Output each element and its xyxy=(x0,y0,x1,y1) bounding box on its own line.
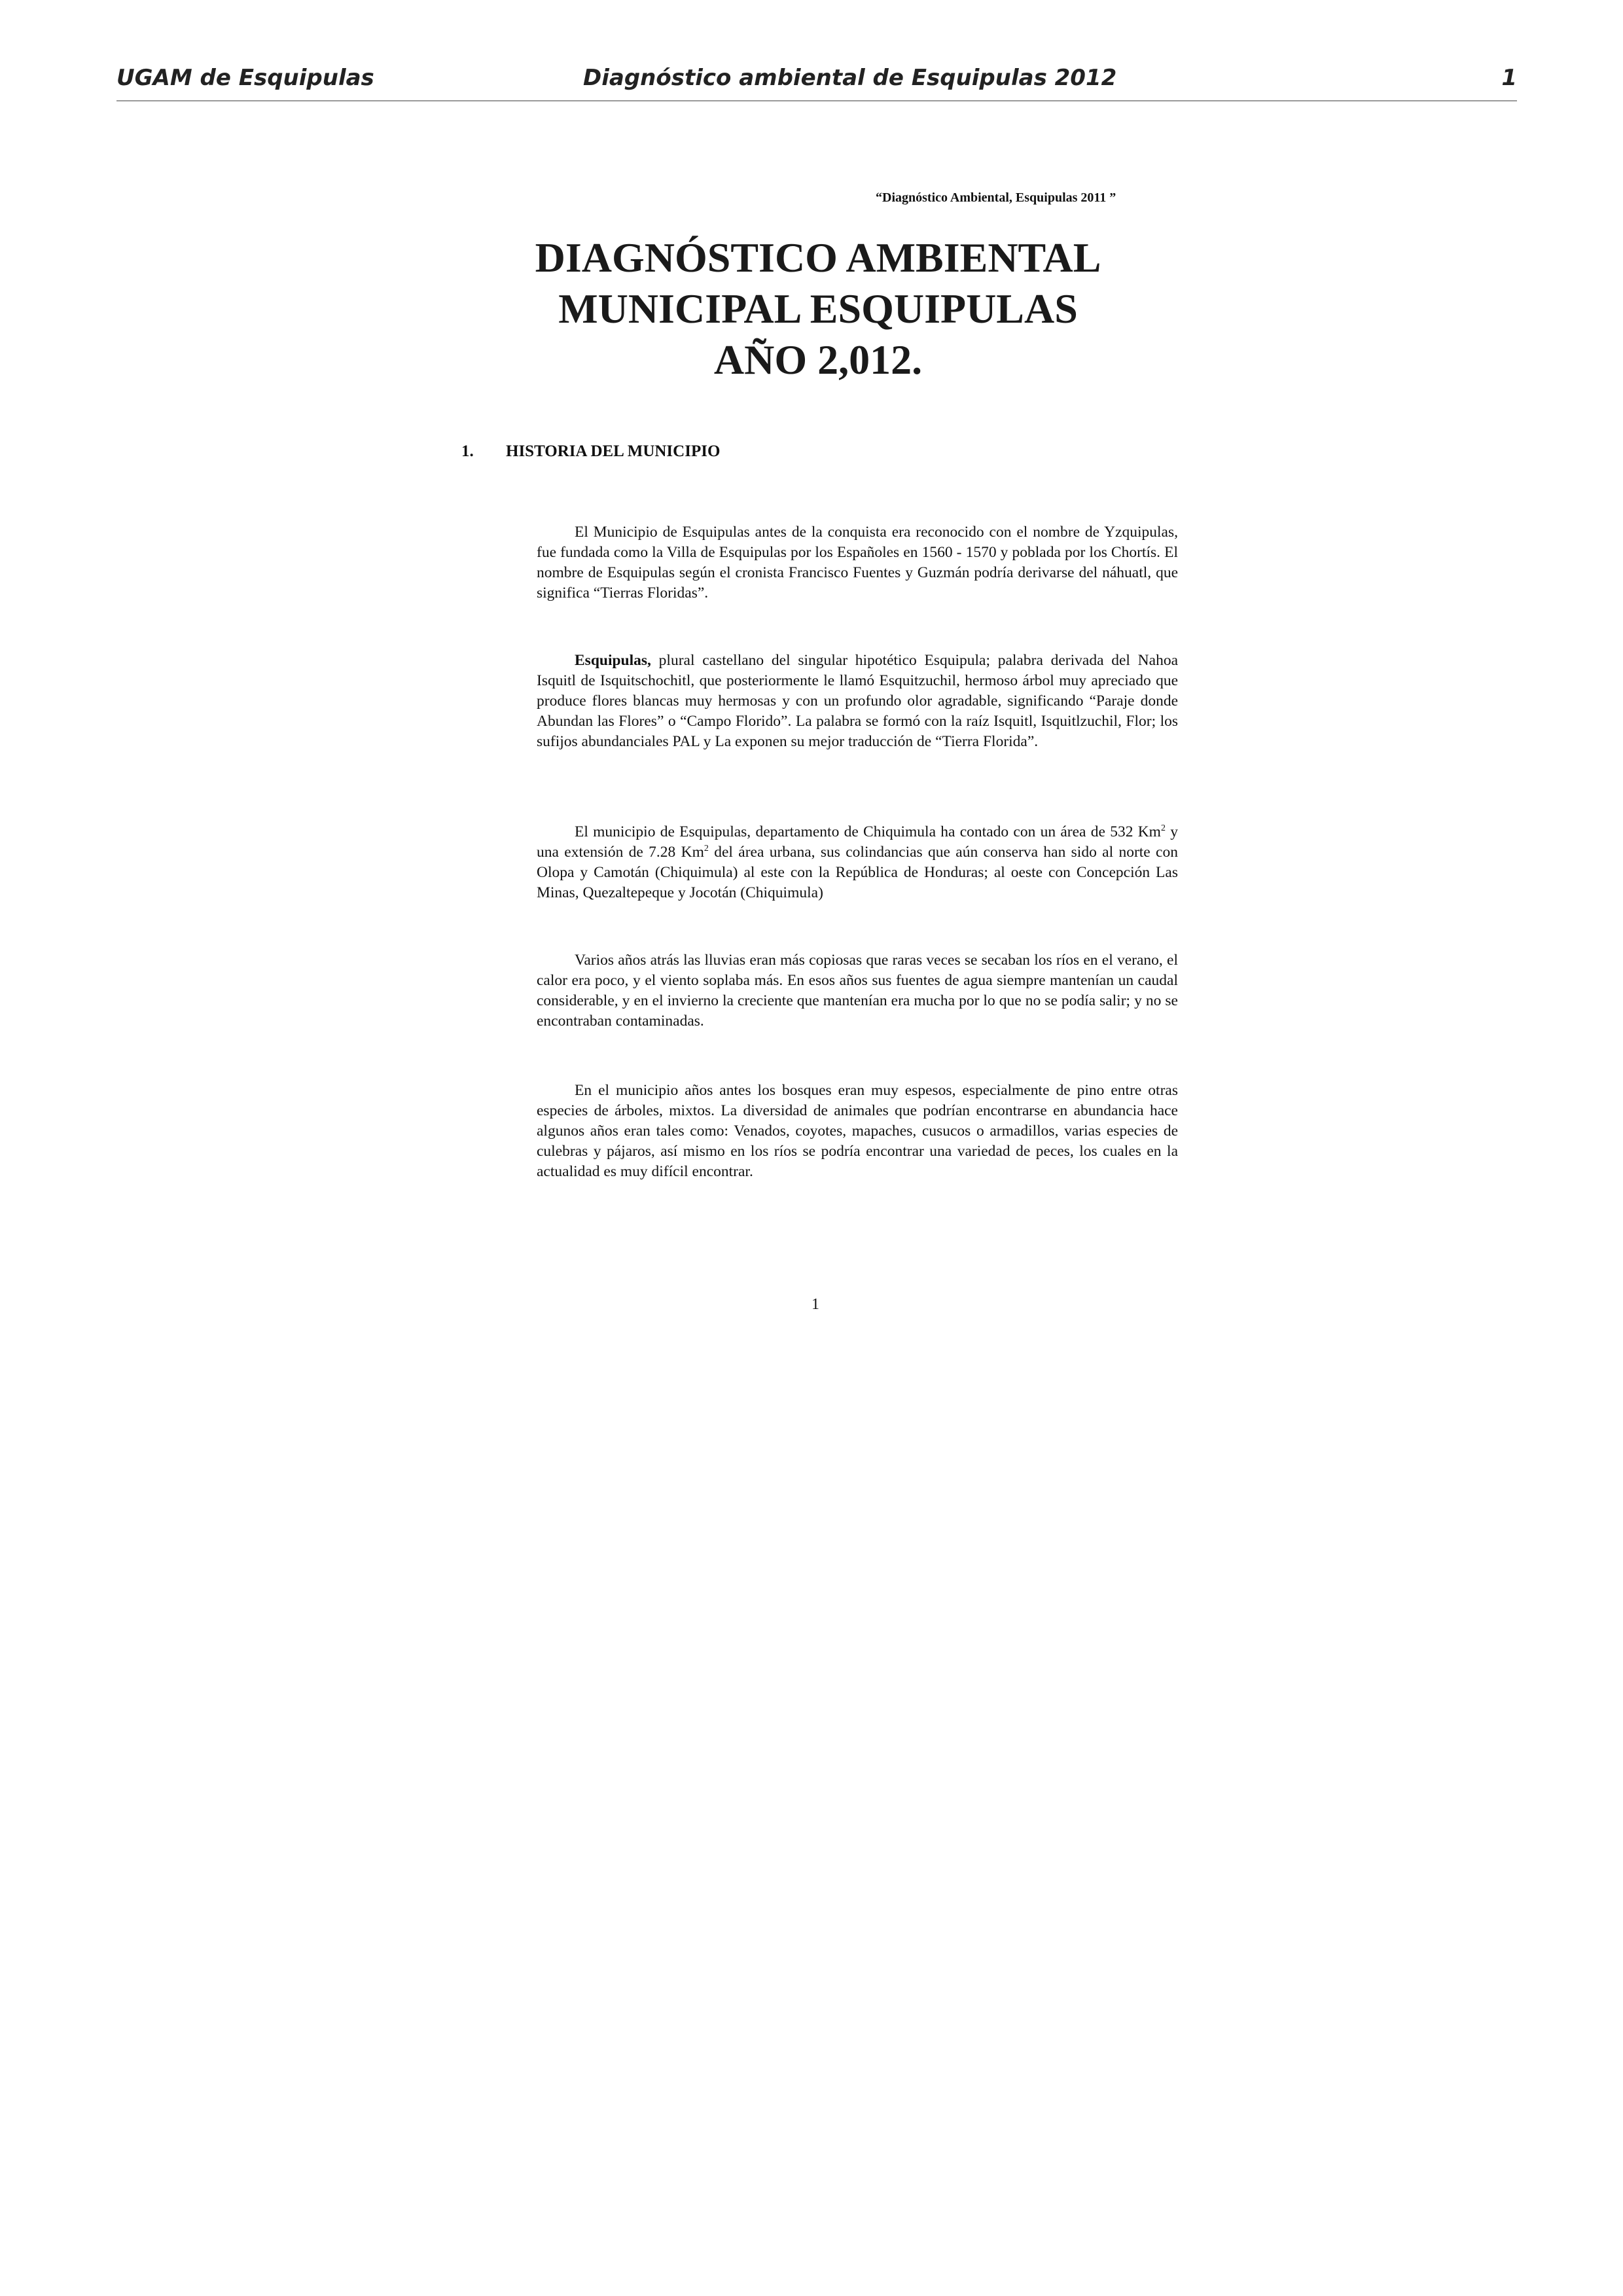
paragraph-etymology-body: plural castellano del singular hipotético Esquipula; palabra derivada del Nahoa Isquitl de Isquitschochitl, que posteriormente le llamó Esquitzuchil, hermoso árbol muy apreciado que produce flores blancas muy hermosas y con un profundo olor agradable, significando “Paraje donde Abundan las Flores” o “Campo Florido”. La palabra se formó con la raíz Isquitl, Isquitlzuchil, Flor; los sufijos abundanciales PAL y La exponen su mejor traducción de “Tierra Florida”. xyxy=(537,651,1178,750)
header-org-name: UGAM de Esquipulas xyxy=(116,65,374,91)
superscript-squared-2: 2 xyxy=(704,843,709,853)
scan-page-number: 1 xyxy=(812,1296,819,1313)
paragraph-geography-part-1: El municipio de Esquipulas, departamento de Chiquimula ha contado con un área de 532 Km xyxy=(575,823,1161,840)
paragraph-geography xyxy=(537,822,1178,903)
section-number: 1. xyxy=(461,442,474,460)
paragraph-climate: Varios años atrás las lluvias eran más copiosas que raras veces se secaban los ríos en el verano, el calor era poco, y el viento soplaba más. En esos años sus fuentes de agua siempre mantenían un caudal considerable, y en el invierno la creciente que mantenían era mucha por lo que no se podía salir; y no se encontraban contaminadas. xyxy=(537,951,1178,1030)
main-title-line-2: MUNICIPAL ESQUIPULAS xyxy=(558,285,1078,332)
section-title: HISTORIA DEL MUNICIPIO xyxy=(506,442,721,460)
paragraph-geography-part-3: del área urbana, sus colindancias que aún conserva han sido al norte con Olopa y Camotán (Chiquimula) al este con la República de Honduras; al oeste con Concepción Las Minas, Quezaltepeque y Jocotán (Chiquimula) xyxy=(537,843,1178,901)
header-document-title: Diagnóstico ambiental de Esquipulas 2012 xyxy=(583,65,1117,91)
main-title-line-3: AÑO 2,012. xyxy=(713,336,923,383)
main-title-line-1: DIAGNÓSTICO AMBIENTAL xyxy=(535,234,1101,281)
paragraph-etymology xyxy=(537,651,1178,752)
paragraph-geography-part-2: y una extensión de 7.28 Km xyxy=(537,823,1178,861)
main-title xyxy=(458,232,1178,386)
superscript-squared-1: 2 xyxy=(1160,823,1166,833)
header-page-number: 1 xyxy=(1501,65,1517,91)
scan-top-quote: “Diagnóstico Ambiental, Esquipulas 2011 ” xyxy=(876,190,1116,205)
section-heading xyxy=(461,442,720,461)
paragraph-history: El Municipio de Esquipulas antes de la conquista era reconocido con el nombre de Yzquipulas, fue fundada como la Villa de Esquipulas por los Españoles en 1560 - 1570 y poblada por los Chortís. El nombre de Esquipulas según el cronista Francisco Fuentes y Guzmán podría derivarse del náhuatl, que significa “Tierras Floridas”. xyxy=(537,523,1178,601)
paragraph-biodiversity: En el municipio años antes los bosques eran muy espesos, especialmente de pino entre otras especies de árboles, mixtos. La diversidad de animales que podrían encontrarse en abundancia hace algunos años eran tales como: Venados, coyotes, mapaches, cusucos o armadillos, varias especies de culebras y pájaros, así mismo en los ríos se podría encontrar una variedad de peces, los cuales en la actualidad es muy difícil encontrar. xyxy=(537,1081,1178,1180)
paragraph-etymology-lead: Esquipulas, xyxy=(575,651,651,669)
